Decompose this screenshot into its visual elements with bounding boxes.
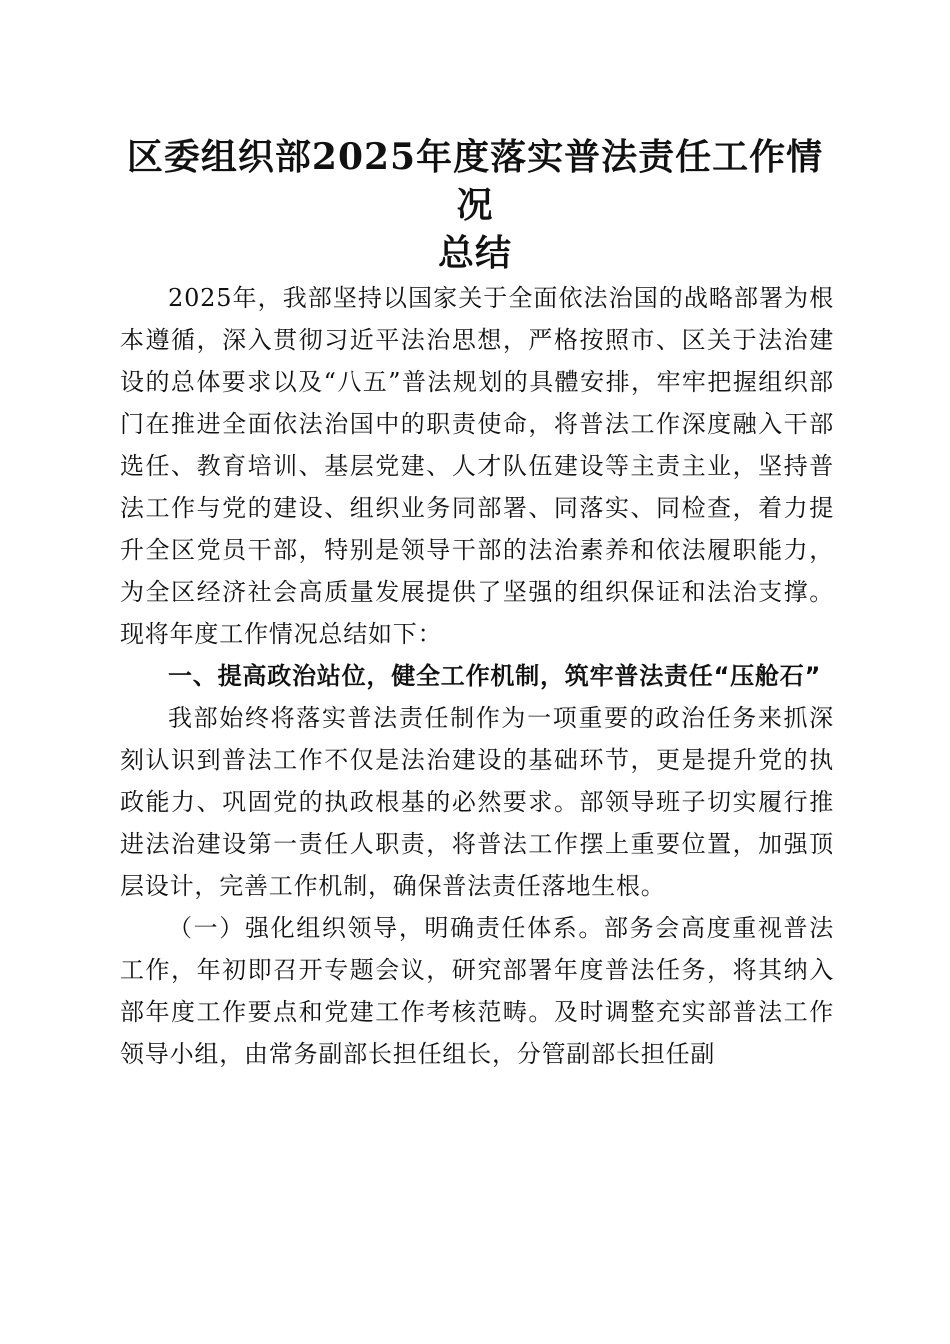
- intro-paragraph: 2025年，我部坚持以国家关于全面依法治国的战略部署为根本遵循，深入贯彻习近平法治思想，严格按照市、区关于法治建设的总体要求以及“八五”普法规划的具體安排，牢牢把握组织部门在推进全面依法治国中的职责使命，将普法工作深度融入干部选任、教育培训、基层党建、人才队伍建设等主责主业，坚持普法工作与党的建设、组织业务同部署、同落实、同检查，着力提升全区党员干部，特别是领导干部的法治素养和依法履职能力，为全区经济社会高质量发展提供了坚强的组织保证和法治支撑。现将年度工作情况总结如下：: [120, 284, 834, 648]
- section-1-paragraph: 我部始终将落实普法责任制作为一项重要的政治任务来抓深刻认识到普法工作不仅是法治建设的基础环节，更是提升党的执政能力、巩固党的执政根基的必然要求。部领导班子切实履行推进法治建设第一责任人职责，将普法工作摆上重要位置，加强顶层设计，完善工作机制，确保普法责任落地生根。: [120, 704, 834, 900]
- title-line-2: 总结: [437, 232, 512, 274]
- title-line-1: 区委组织部2025年度落实普法责任工作情况: [126, 136, 824, 226]
- subsection-1-label: （一）强化组织领导，明确责任体系。: [168, 914, 605, 942]
- subsection-1-paragraph: [120, 907, 834, 1075]
- document-title: [110, 133, 840, 277]
- subsection-1-text: 部务会高度重视普法工作，年初即召开专题会议，研究部署年度普法任务，将其纳入部年度工作要点和党建工作考核范畴。及时调整充实部普法工作领导小组，由常务副部长担任组长，分管副部长担任副: [120, 914, 834, 1068]
- document-body: [120, 277, 834, 1075]
- section-1-heading: 一、提高政治站位，健全工作机制，筑牢普法责任“压舱石”: [168, 662, 822, 690]
